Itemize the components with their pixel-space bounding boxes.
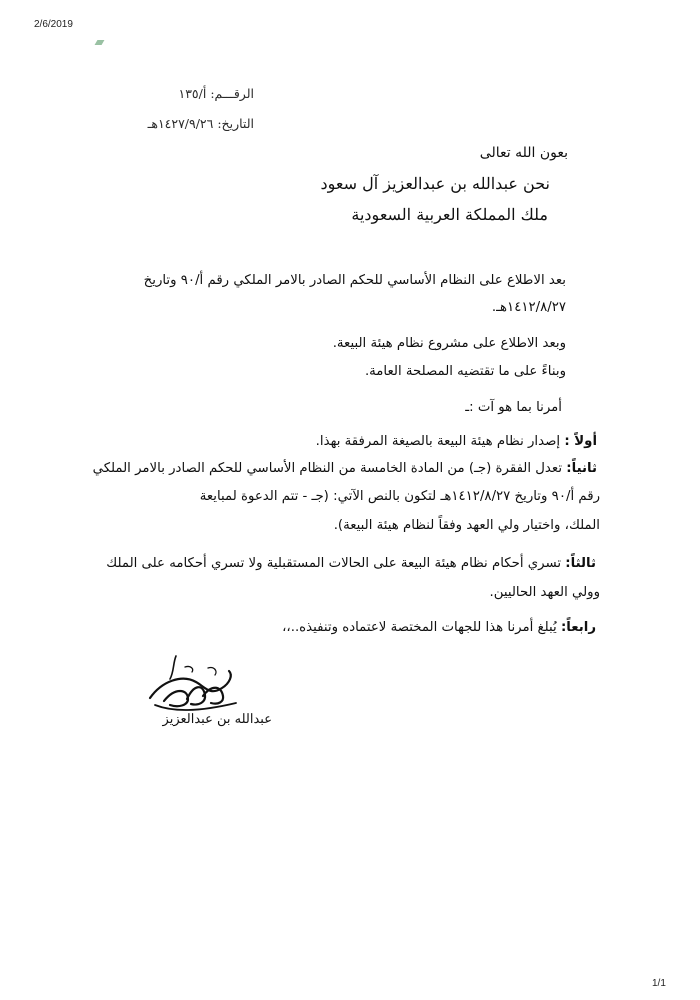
clause-first-label: أولاً : (564, 434, 597, 449)
paragraph-3: وبناءً على ما تقتضيه المصلحة العامة. (364, 364, 566, 379)
clause-first (316, 431, 597, 453)
clause-fourth-text: يُبلغ أمرنا هذا للجهات المختصة لاعتماده وتنفيذه..،، (282, 620, 557, 635)
king-title: ملك المملكة العربية السعودية (351, 205, 548, 224)
clause-third-label: ثالثاً: (565, 556, 596, 571)
clause-third-text-1: تسري أحكام نظام هيئة البيعة على الحالات المستقبلية ولا تسري أحكامه على الملك (106, 556, 562, 571)
print-date: 2/6/2019 (34, 19, 73, 30)
clause-fourth-label: رابعاً: (560, 620, 596, 635)
paragraph-1-line-1: بعد الاطلاع على النظام الأساسي للحكم الصادر بالامر الملكي رقم أ/٩٠ وتاريخ (143, 273, 566, 288)
clause-second-text-1: تعدل الفقرة (جـ) من المادة الخامسة من النظام الأساسي للحكم الصادر بالامر الملكي (92, 461, 563, 476)
clause-second-line-3: الملك، واختيار ولي العهد وفقاً لنظام هيئة البيعة). (333, 518, 600, 533)
paragraph-2: وبعد الاطلاع على مشروع نظام هيئة البيعة. (332, 336, 566, 351)
handwritten-signature (142, 654, 242, 720)
king-name: نحن عبدالله بن عبدالعزيز آل سعود (320, 174, 550, 193)
paragraph-4: أمرنا بما هو آت :ـ (465, 400, 562, 415)
reference-number: الرقـــم: أ/١٣٥ (178, 86, 254, 101)
green-scan-mark (95, 40, 105, 45)
clause-second-line-2: رقم أ/٩٠ وتاريخ ١٤١٢/٨/٢٧هـ لتكون بالنص الآتي: (جـ - تتم الدعوة لمبايعة (199, 489, 600, 504)
clause-second-line-1 (93, 458, 597, 480)
clause-first-text: إصدار نظام هيئة البيعة بالصيغة المرفقة بهذا. (315, 434, 561, 449)
page-count: 1/1 (652, 978, 666, 989)
signatory-name: عبدالله بن عبدالعزيز (162, 712, 272, 727)
clause-fourth (282, 617, 596, 639)
reference-date: التاريخ: ١٤٢٧/٩/٢٦هـ (147, 116, 254, 131)
clause-third-line-1 (106, 553, 596, 575)
clause-second-label: ثانياً: (566, 461, 597, 476)
paragraph-1-line-2: ١٤١٢/٨/٢٧هـ. (491, 300, 566, 315)
opening-basmala: بعون الله تعالى (479, 145, 568, 161)
clause-third-line-2: وولي العهد الحاليين. (489, 585, 600, 600)
